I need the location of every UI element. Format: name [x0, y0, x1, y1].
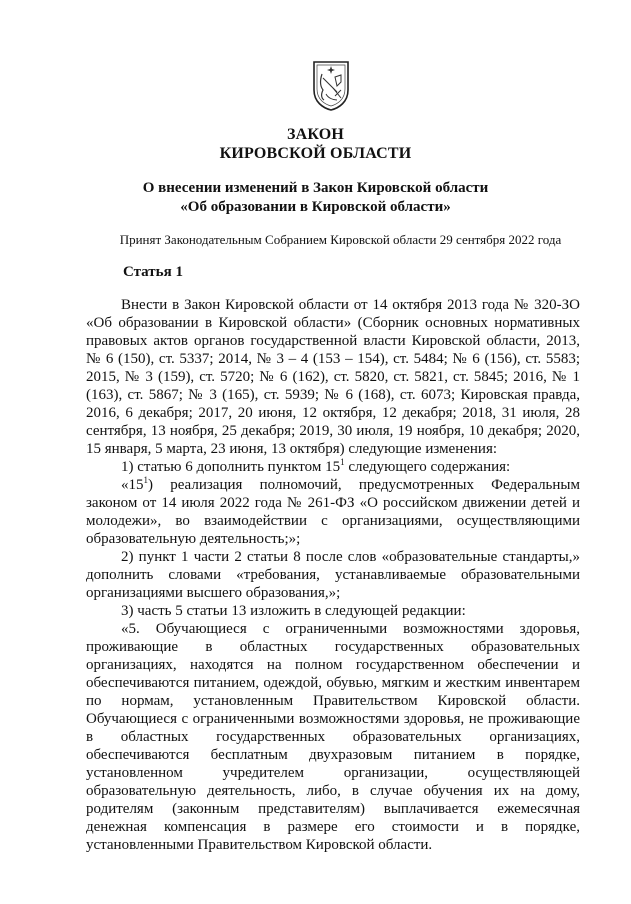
law-title-line-2: «Об образовании в Кировской области» — [180, 199, 451, 215]
item-1-superscript: 1 — [340, 457, 345, 467]
article-heading: Статья 1 — [123, 264, 183, 280]
law-type-heading: ЗАКОН — [286, 126, 345, 143]
quote-1-paragraph — [86, 476, 580, 548]
law-title-line-1: О внесении изменений в Закон Кировской области — [142, 180, 489, 196]
article-body — [86, 296, 580, 854]
article-intro-paragraph: Внести в Закон Кировской области от 14 октября 2013 года № 320-ЗО «Об образовании в Кировской области» (Сборник основных нормативных правовых актов органов государственной власти Кировской области, 2013, № 6 (150), ст. 5337; 2014, № 3 – 4 (153 – 154), ст. 5484; № 6 (156), ст. 5583; 2015, № 3 (159), ст. 5720; № 6 (162), ст. 5820, ст. 5821, ст. 5845; 2016, № 1 (163), ст. 5867; № 3 (165), ст. 5939; № 6 (168), ст. 6073; Кировская правда, 2016, 6 декабря; 2017, 20 июня, 12 октября, 12 декабря; 2018, 31 июля, 28 сентября, 13 ноября, 25 декабря; 2019, 30 июля, 19 ноября, 10 декабря; 2020, 15 января, 5 марта, 23 июня, 13 октября) следующие изменения: — [86, 297, 580, 457]
quote-1-text: ) реализация полномочий, предусмотренных Федеральным законом от 14 июля 2022 года № 261-ФЗ «О российском движении детей и молодежи», во взаимодействии с организациями, осуществляющими образовательную деятельность;»; — [86, 477, 580, 547]
kirov-oblast-coat-of-arms-icon — [311, 60, 351, 112]
region-heading: КИРОВСКОЙ ОБЛАСТИ — [219, 145, 412, 162]
quote-3-paragraph: «5. Обучающиеся с ограниченными возможностями здоровья, проживающие в областных государственных образовательных организациях, находятся на полном государственном обеспечении и обеспечиваются питанием, одеждой, обувью, мягким и жестким инвентарем по нормам, установленным Правительством Кировской области. Обучающиеся с ограниченными возможностями здоровья, не проживающие в областных государственных образовательных организациях, обеспечиваются бесплатным двухразовым питанием в порядке, установленном учредителем организации, осуществляющей образовательную деятельность, либо, в случае обучения их на дому, родителям (законным представителям) выплачивается ежемесячная денежная компенсация в размере его стоимости и в порядке, установленными Правительством Кировской области. — [86, 621, 580, 853]
quote-1-number: «15 — [121, 477, 144, 493]
quote-1-superscript: 1 — [143, 475, 148, 485]
adoption-note: Принят Законодательным Собранием Кировской области 29 сентября 2022 года — [119, 232, 562, 247]
item-1-paragraph — [86, 458, 580, 476]
item-1-text-end: следующего содержания: — [344, 459, 511, 475]
item-2-paragraph: 2) пункт 1 части 2 статьи 8 после слов «образовательные стандарты,» дополнить словами «требования, устанавливаемые образовательными организациями высшего образования,»; — [86, 549, 580, 601]
item-1-text: 1) статью 6 дополнить пунктом 15 — [121, 459, 341, 475]
item-3-paragraph: 3) часть 5 статьи 13 изложить в следующей редакции: — [121, 603, 466, 619]
